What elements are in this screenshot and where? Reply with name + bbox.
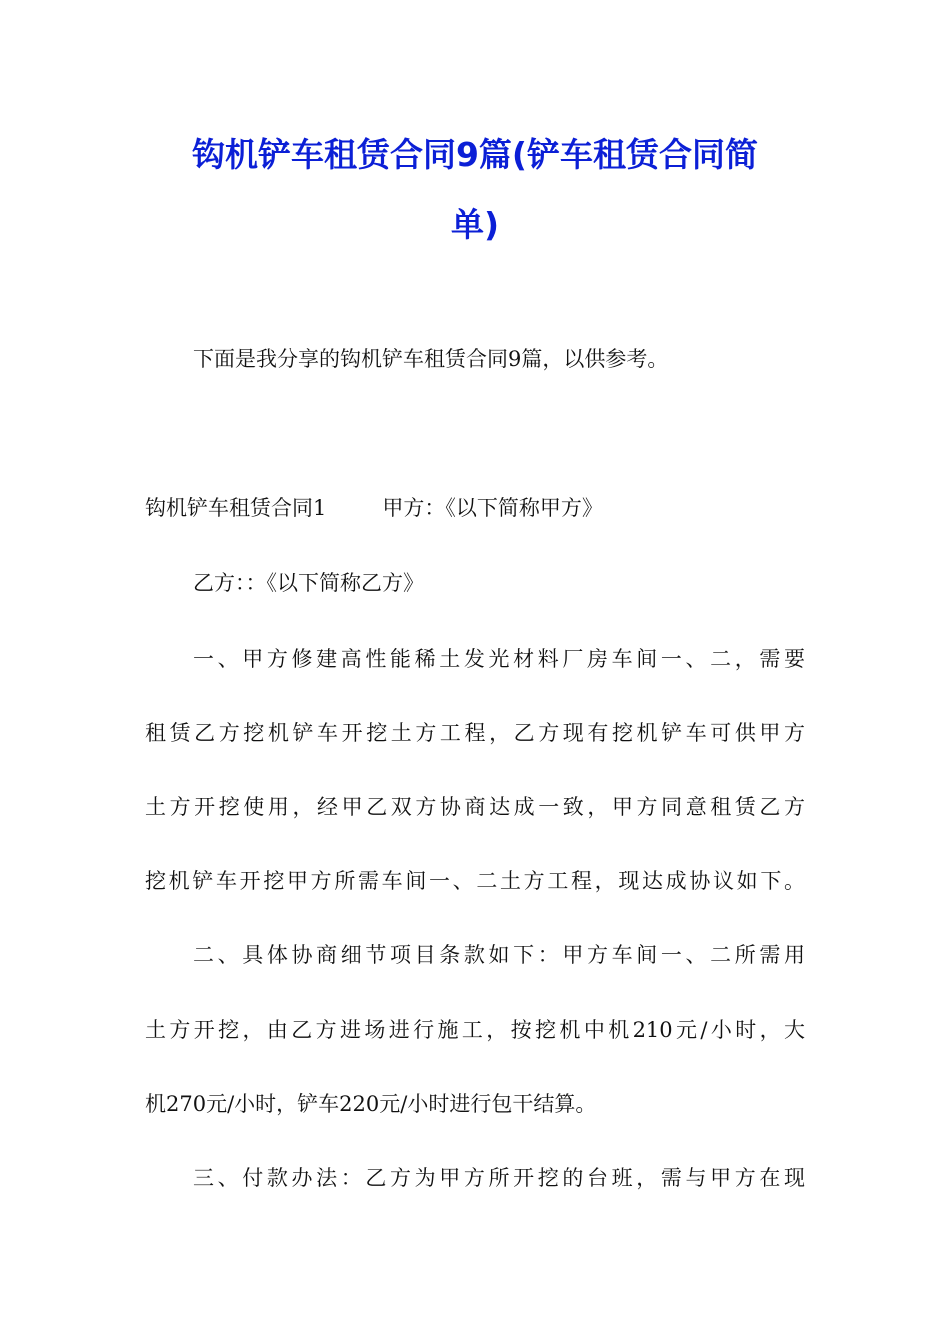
contract-1-header-line [145, 498, 805, 519]
clause-3-line-1: 三、付款办法：乙方为甲方所开挖的台班，需与甲方在现 [193, 1166, 805, 1190]
document-title-line-2: 单) [450, 205, 500, 244]
contract-1-heading: 钩机铲车租赁合同1 [145, 496, 327, 520]
clause-2-line-2: 土方开挖，由乙方进场进行施工，按挖机中机210元/小时，大 [145, 1018, 805, 1042]
clause-1-line-1: 一、甲方修建高性能稀土发光材料厂房车间一、二，需要 [193, 647, 805, 671]
clause-1-line-4: 挖机铲车开挖甲方所需车间一、二土方工程，现达成协议如下。 [145, 869, 805, 893]
clause-2-line-3: 机270元/小时，铲车220元/小时进行包干结算。 [145, 1092, 597, 1116]
party-a-line: 甲方：《以下简称甲方》 [382, 496, 603, 520]
clause-2-line-1: 二、具体协商细节项目条款如下：甲方车间一、二所需用 [193, 943, 805, 967]
clause-1-line-3: 土方开挖使用，经甲乙双方协商达成一致，甲方同意租赁乙方 [145, 795, 805, 819]
party-b-line: 乙方：：《以下简称乙方》 [193, 571, 424, 595]
document-title-line-1: 钩机铲车租赁合同9篇(铲车租赁合同简 [191, 135, 759, 174]
intro-paragraph: 下面是我分享的钩机铲车租赁合同9篇，以供参考。 [193, 347, 669, 371]
clause-1-line-2: 租赁乙方挖机铲车开挖土方工程，乙方现有挖机铲车可供甲方 [145, 721, 805, 745]
